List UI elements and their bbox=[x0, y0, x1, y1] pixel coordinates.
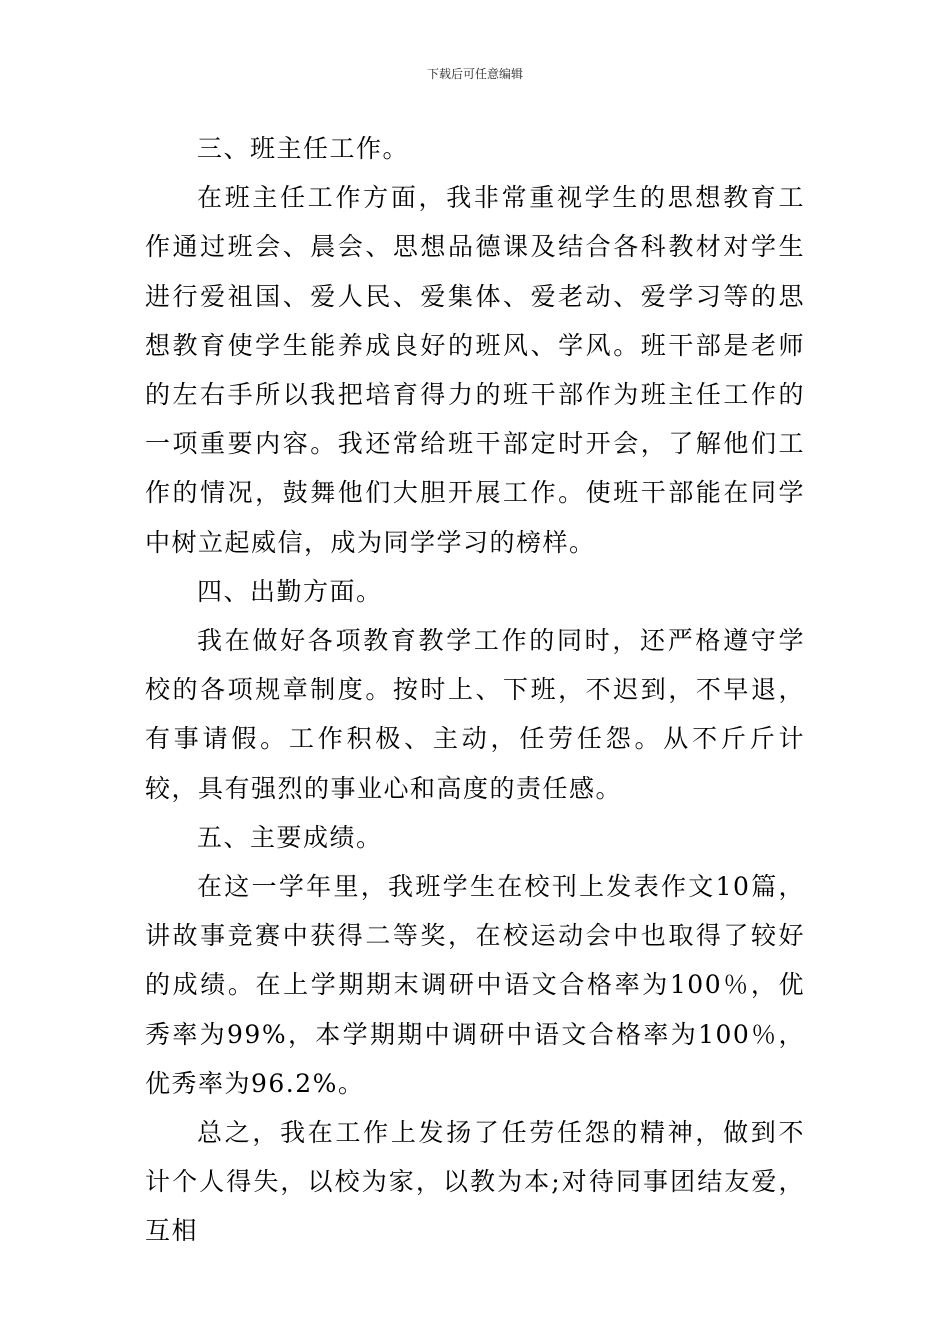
page-header: 下载后可任意编辑 bbox=[426, 67, 523, 81]
section-heading-achievements: 五、主要成绩。 bbox=[197, 822, 383, 852]
section-heading-attendance: 四、出勤方面。 bbox=[197, 576, 383, 606]
paragraph-summary: 总之，我在工作上发扬了任劳任怨的精神，做到不计个人得失，以校为家，以教为本;对待同事团结友爱，互相 bbox=[145, 1118, 805, 1246]
section-heading-class-teacher: 三、班主任工作。 bbox=[197, 134, 410, 163]
paragraph-class-teacher-work: 在班主任工作方面，我非常重视学生的思想教育工作通过班会、晨会、思想品德课及结合各科教材对学生进行爱祖国、爱人民、爱集体、爱老动、爱学习等的思想教育使学生能养成良好的班风、学风。班干部是老师的左右手所以我把培育得力的班干部作为班主任工作的一项重要内容。我还常给班干部定时开会，了解他们工作的情况，鼓舞他们大胆开展工作。使班干部能在同学中树立起威信，成为同学学习的榜样。 bbox=[145, 183, 805, 557]
paragraph-achievements: 在这一学年里，我班学生在校刊上发表作文10篇，讲故事竞赛中获得二等奖，在校运动会中也取得了较好的成绩。在上学期期末调研中语文合格率为100％，优秀率为99%，本学期期中调研中语文合格率为100％，优秀率为96.2%。 bbox=[145, 872, 805, 1098]
document-body bbox=[145, 124, 805, 1256]
paragraph-attendance: 我在做好各项教育教学工作的同时，还严格遵守学校的各项规章制度。按时上、下班，不迟到，不早退，有事请假。工作积极、主动，任劳任怨。从不斤斤计较，具有强烈的事业心和高度的责任感。 bbox=[145, 626, 805, 803]
